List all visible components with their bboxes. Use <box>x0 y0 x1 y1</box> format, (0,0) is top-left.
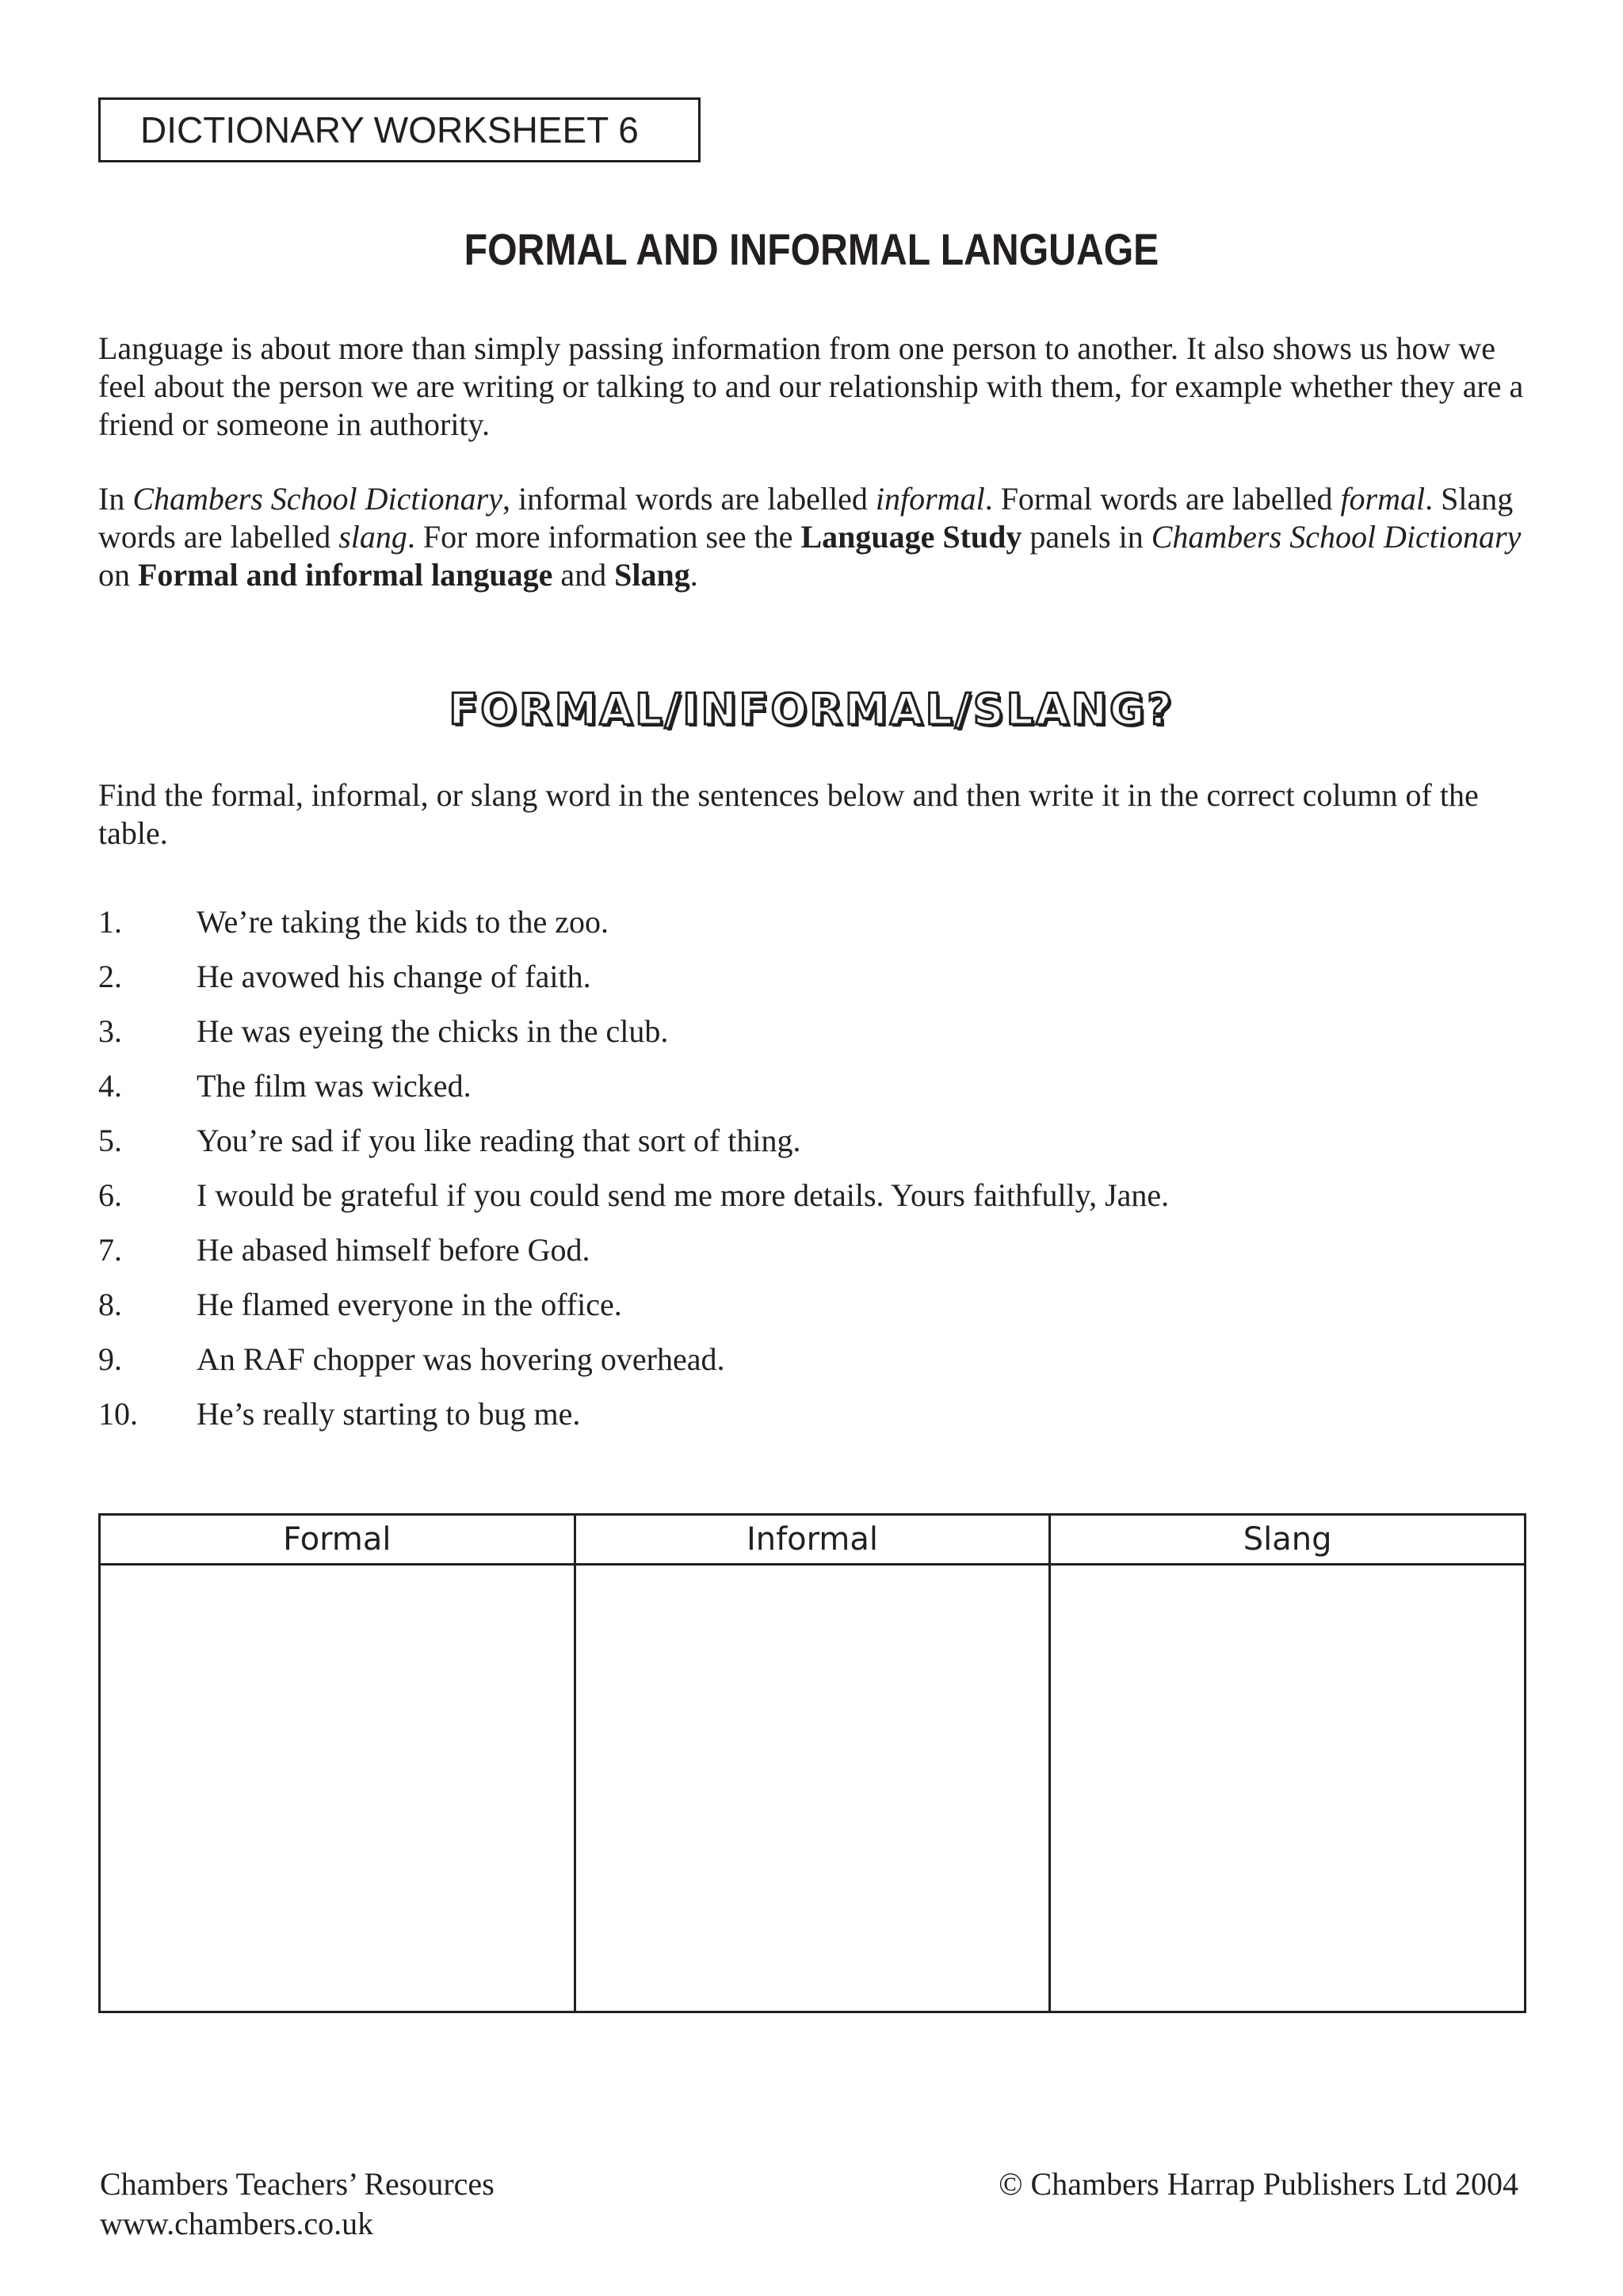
item-number: 9. <box>98 1341 122 1377</box>
p2-text: . Formal words are labelled <box>984 481 1341 517</box>
label-informal: informal <box>875 481 985 517</box>
label-slang: slang <box>338 519 407 555</box>
item-number: 1. <box>98 904 122 940</box>
p2-text: and <box>552 557 615 593</box>
worksheet-label <box>98 97 701 162</box>
list-item <box>98 1395 1169 1450</box>
list-item <box>98 903 1169 958</box>
book-title: Chambers School Dictionary <box>132 481 502 517</box>
column-header-formal: Formal <box>100 1515 575 1565</box>
answer-cell-informal[interactable] <box>575 1565 1050 2012</box>
panel-name: Language Study <box>800 519 1022 555</box>
item-text: You’re sad if you like reading that sort of thing. <box>197 1123 801 1158</box>
publisher-series: Chambers Teachers’ Resources <box>100 2166 495 2202</box>
worksheet-label-text: DICTIONARY WORKSHEET 6 <box>140 109 639 151</box>
page-title: FORMAL AND INFORMAL LANGUAGE <box>464 224 1159 274</box>
item-text: I would be grateful if you could send me more details. Yours faithfully, Jane. <box>197 1177 1170 1213</box>
p2-text: , informal words are labelled <box>502 481 876 517</box>
p2-text: on <box>98 557 138 593</box>
list-item <box>98 1122 1169 1177</box>
intro-paragraph-1: Language is about more than simply passing information from one person to another. It also shows us how we feel about the person we are writing or talking to and our relationship with them, for example whether they are a friend or someone in authority. <box>98 330 1524 442</box>
item-text: The film was wicked. <box>197 1068 472 1104</box>
list-item <box>98 1341 1169 1395</box>
answer-table <box>98 1513 1526 2013</box>
item-text: He abased himself before God. <box>197 1232 590 1268</box>
p2-text: . <box>689 557 698 593</box>
answer-cell-slang[interactable] <box>1050 1565 1526 2012</box>
item-number: 3. <box>98 1013 122 1049</box>
answer-cell-formal[interactable] <box>100 1565 575 2012</box>
list-item <box>98 1013 1169 1067</box>
item-number: 7. <box>98 1232 122 1268</box>
topic-formal-informal: Formal and informal language <box>138 557 553 593</box>
list-item <box>98 1286 1169 1341</box>
sentence-list <box>98 903 1169 1450</box>
item-number: 2. <box>98 959 122 994</box>
item-number: 5. <box>98 1123 122 1158</box>
p2-text: . Slang words are labelled <box>98 481 1514 555</box>
exercise-instruction: Find the formal, informal, or slang word in the sentences below and then write it in the correct column of the table. <box>98 777 1479 851</box>
item-text: He flamed everyone in the office. <box>197 1287 622 1322</box>
column-header-slang: Slang <box>1050 1515 1526 1565</box>
p2-text: . For more information see the <box>407 519 801 555</box>
exercise-heading: FORMAL/INFORMAL/SLANG? <box>449 685 1174 734</box>
item-text: We’re taking the kids to the zoo. <box>197 904 609 940</box>
topic-slang: Slang <box>614 557 690 593</box>
item-number: 6. <box>98 1177 122 1213</box>
p2-text: In <box>98 481 133 517</box>
label-formal: formal <box>1340 481 1426 517</box>
p2-text: panels in <box>1022 519 1151 555</box>
item-number: 8. <box>98 1287 122 1322</box>
website: www.chambers.co.uk <box>100 2206 374 2241</box>
item-text: He avowed his change of faith. <box>197 959 591 994</box>
footer-left <box>100 2164 495 2244</box>
list-item <box>98 1177 1169 1231</box>
list-item <box>98 1231 1169 1286</box>
copyright-notice: © Chambers Harrap Publishers Ltd 2004 <box>999 2166 1518 2202</box>
item-number: 4. <box>98 1068 122 1104</box>
intro-paragraph-2 <box>98 480 1533 594</box>
column-header-informal: Informal <box>575 1515 1050 1565</box>
item-text: An RAF chopper was hovering overhead. <box>197 1341 725 1377</box>
item-text: He’s really starting to bug me. <box>197 1396 581 1432</box>
book-title: Chambers School Dictionary <box>1151 519 1522 555</box>
item-number: 10. <box>98 1396 138 1432</box>
list-item <box>98 1067 1169 1122</box>
list-item <box>98 958 1169 1013</box>
item-text: He was eyeing the chicks in the club. <box>197 1013 669 1049</box>
